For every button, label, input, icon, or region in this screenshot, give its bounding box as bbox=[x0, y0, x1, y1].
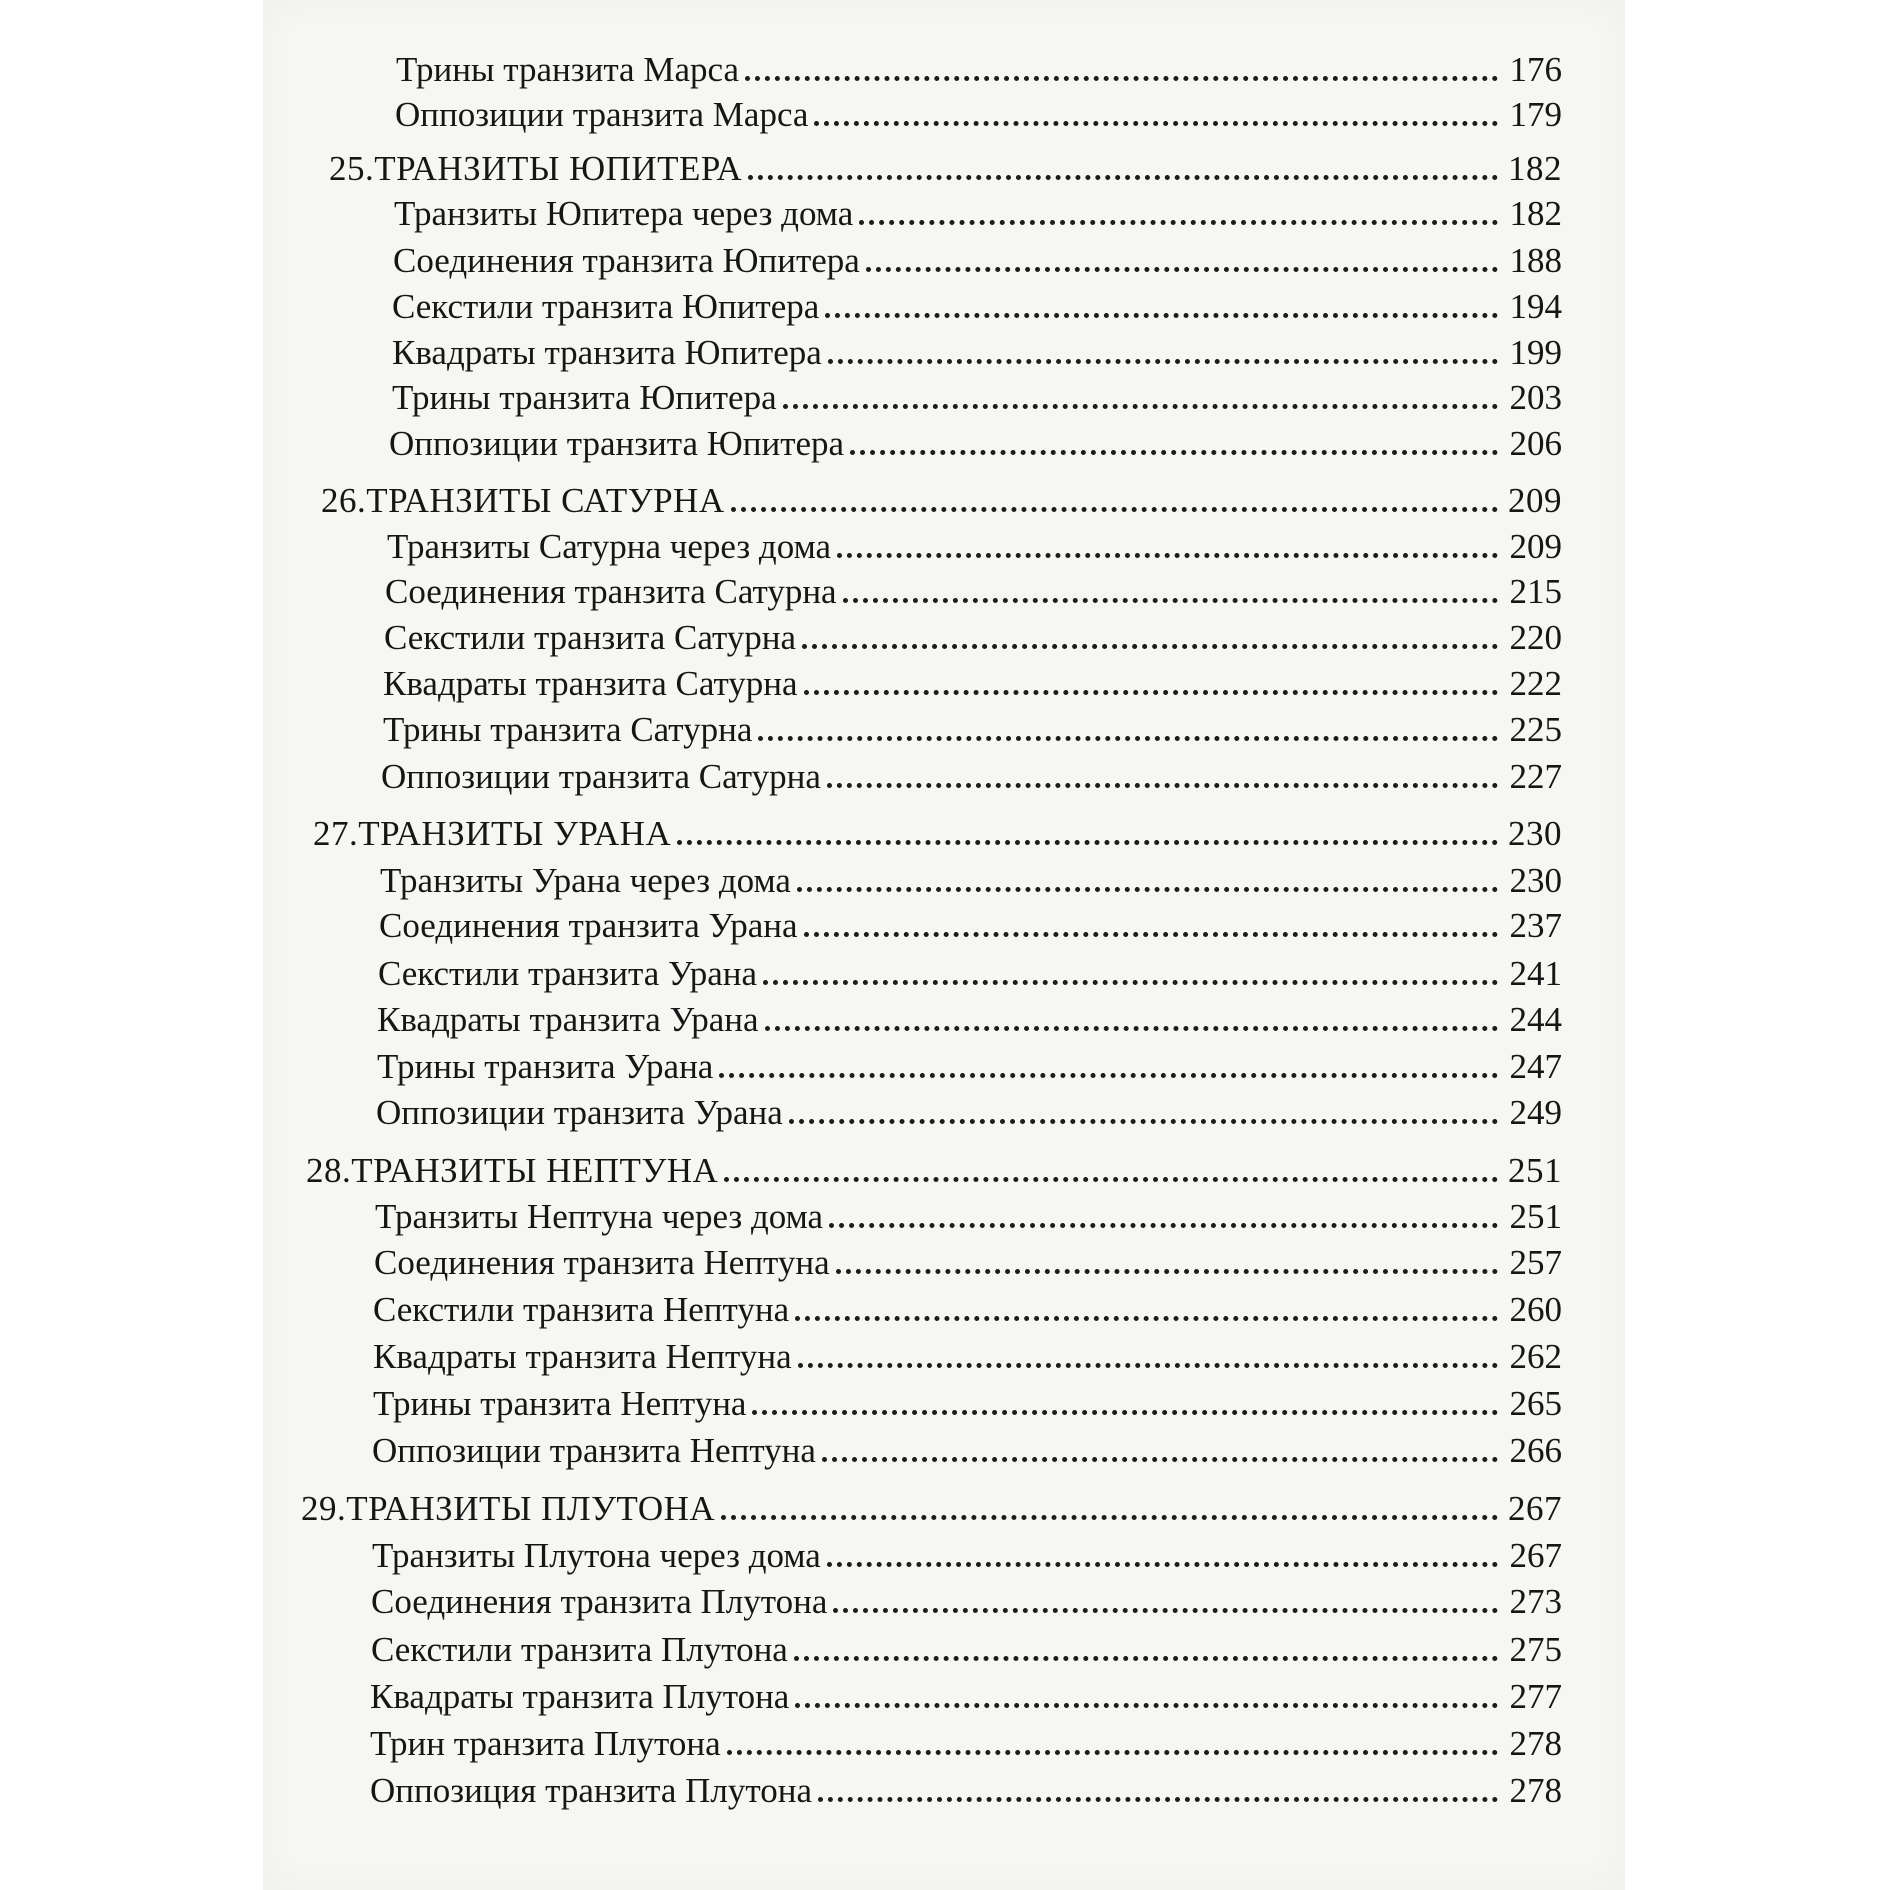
toc-page-number: 260 bbox=[1509, 1290, 1562, 1329]
toc-sub-entry bbox=[392, 285, 1562, 329]
dot-leader bbox=[837, 553, 1498, 558]
dot-leader bbox=[731, 507, 1498, 512]
toc-entry-title: Транзиты Юпитера через дома bbox=[394, 194, 854, 233]
toc-entry-title: Соединения транзита Сатурна bbox=[385, 572, 837, 611]
toc-page-number: 267 bbox=[1509, 1536, 1562, 1575]
toc-page-number: 278 bbox=[1509, 1771, 1562, 1810]
toc-entry-title: Секстили транзита Нептуна bbox=[373, 1290, 790, 1329]
dot-leader bbox=[843, 598, 1498, 603]
toc-page-number: 182 bbox=[1509, 194, 1562, 233]
dot-leader bbox=[727, 1750, 1498, 1755]
toc-entry-title: Секстили транзита Сатурна bbox=[384, 618, 797, 657]
toc-entry-title: Квадраты транзита Нептуна bbox=[373, 1337, 792, 1376]
dot-leader bbox=[763, 980, 1498, 985]
dot-leader bbox=[783, 404, 1498, 409]
toc-page-number: 220 bbox=[1509, 618, 1562, 657]
toc-page-number: 215 bbox=[1509, 572, 1562, 611]
toc-entry-title: Транзиты Урана через дома bbox=[380, 861, 791, 900]
toc-entry-title: Транзиты Сатурна через дома bbox=[387, 527, 832, 566]
dot-leader bbox=[798, 1363, 1498, 1368]
toc-sub-entry bbox=[385, 570, 1562, 614]
dot-leader bbox=[833, 1608, 1498, 1613]
dot-leader bbox=[748, 175, 1498, 180]
dot-leader bbox=[721, 1515, 1498, 1520]
toc-sub-entry bbox=[381, 755, 1562, 799]
dot-leader bbox=[797, 887, 1498, 892]
toc-page-number: 182 bbox=[1508, 149, 1562, 188]
toc-page-number: 206 bbox=[1509, 424, 1562, 463]
toc-sub-entry bbox=[375, 1195, 1562, 1239]
dot-leader bbox=[802, 644, 1498, 649]
dot-leader bbox=[866, 267, 1498, 272]
toc-sub-entry bbox=[370, 1722, 1562, 1766]
dot-leader bbox=[795, 1316, 1498, 1321]
toc-page-number: 273 bbox=[1509, 1582, 1562, 1621]
toc-entry-title: Транзиты Нептуна через дома bbox=[375, 1197, 824, 1236]
dot-leader bbox=[752, 1410, 1498, 1415]
dot-leader bbox=[765, 1026, 1499, 1031]
toc-page-number: 209 bbox=[1508, 481, 1562, 520]
toc-page-number: 199 bbox=[1509, 333, 1562, 372]
dot-leader bbox=[827, 783, 1498, 788]
toc-entry-title: Квадраты транзита Плутона bbox=[370, 1677, 790, 1716]
dot-leader bbox=[836, 1269, 1498, 1274]
toc-sub-entry bbox=[395, 93, 1562, 137]
dot-leader bbox=[850, 450, 1498, 455]
toc-page-number: 188 bbox=[1509, 241, 1562, 280]
toc-entry-title: Оппозиции транзита Нептуна bbox=[372, 1431, 816, 1470]
dot-leader bbox=[719, 1073, 1498, 1078]
toc-entry-title: Трины транзита Юпитера bbox=[392, 378, 777, 417]
dot-leader bbox=[677, 840, 1498, 845]
dot-leader bbox=[804, 690, 1498, 695]
toc-entry-title: 26.ТРАНЗИТЫ САТУРНА bbox=[321, 481, 725, 520]
toc-page-number: 251 bbox=[1508, 1151, 1562, 1190]
dot-leader bbox=[795, 1703, 1498, 1708]
toc-sub-entry bbox=[377, 1045, 1562, 1089]
toc-entry-title: Трины транзита Нептуна bbox=[373, 1384, 747, 1423]
dot-leader bbox=[818, 1797, 1498, 1802]
toc-sub-entry bbox=[373, 1288, 1562, 1332]
dot-leader bbox=[794, 1656, 1498, 1661]
toc-page-number: 267 bbox=[1508, 1489, 1562, 1528]
toc-page-number: 203 bbox=[1509, 378, 1562, 417]
toc-page-number: 237 bbox=[1509, 906, 1562, 945]
toc-page-number: 230 bbox=[1508, 814, 1562, 853]
toc-sub-entry bbox=[373, 1335, 1562, 1379]
dot-leader bbox=[758, 736, 1498, 741]
toc-sub-entry bbox=[392, 331, 1562, 375]
dot-leader bbox=[828, 359, 1498, 364]
toc-page-number: 241 bbox=[1509, 954, 1562, 993]
dot-leader bbox=[814, 121, 1498, 126]
toc-entry-title: Соединения транзита Нептуна bbox=[374, 1243, 830, 1282]
toc-chapter-entry bbox=[313, 812, 1562, 856]
toc-entry-title: 29.ТРАНЗИТЫ ПЛУТОНА bbox=[301, 1489, 716, 1528]
toc-chapter-entry bbox=[329, 147, 1562, 191]
toc-entry-title: Соединения транзита Урана bbox=[379, 906, 798, 945]
toc-page-number: 277 bbox=[1509, 1677, 1562, 1716]
toc-page-number: 227 bbox=[1509, 757, 1562, 796]
toc-sub-entry bbox=[377, 998, 1562, 1042]
toc-entry-title: Секстили транзита Урана bbox=[378, 954, 758, 993]
dot-leader bbox=[789, 1119, 1498, 1124]
toc-sub-entry bbox=[383, 708, 1562, 752]
toc-page-number: 209 bbox=[1509, 527, 1562, 566]
toc-sub-entry bbox=[387, 525, 1562, 569]
toc-page-number: 244 bbox=[1509, 1000, 1562, 1039]
toc-entry-title: Квадраты транзита Урана bbox=[377, 1000, 759, 1039]
toc-page-number: 278 bbox=[1509, 1724, 1562, 1763]
toc-entry-title: Трины транзита Марса bbox=[396, 50, 739, 89]
dot-leader bbox=[825, 313, 1498, 318]
toc-page-number: 230 bbox=[1509, 861, 1562, 900]
toc-page-number: 247 bbox=[1509, 1047, 1562, 1086]
toc-sub-entry bbox=[372, 1429, 1562, 1473]
toc-sub-entry bbox=[384, 616, 1562, 660]
toc-sub-entry bbox=[376, 1091, 1562, 1135]
toc-sub-entry bbox=[394, 192, 1562, 236]
toc-entry-title: Секстили транзита Плутона bbox=[371, 1630, 788, 1669]
toc-sub-entry bbox=[372, 1534, 1562, 1578]
toc-sub-entry bbox=[383, 662, 1562, 706]
toc-sub-entry bbox=[371, 1628, 1562, 1672]
toc-entry-title: Трины транзита Сатурна bbox=[383, 710, 753, 749]
toc-entry-title: 25.ТРАНЗИТЫ ЮПИТЕРА bbox=[329, 149, 743, 188]
toc-entry-title: Секстили транзита Юпитера bbox=[392, 287, 820, 326]
dot-leader bbox=[859, 220, 1498, 225]
toc-sub-entry bbox=[373, 1382, 1562, 1426]
toc-sub-entry bbox=[379, 904, 1562, 948]
toc-page-number: 176 bbox=[1509, 50, 1562, 89]
toc-entry-title: Соединения транзита Юпитера bbox=[393, 241, 860, 280]
dot-leader bbox=[829, 1223, 1498, 1228]
toc-sub-entry bbox=[396, 48, 1562, 92]
toc-chapter-entry bbox=[301, 1487, 1562, 1531]
toc-chapter-entry bbox=[306, 1149, 1562, 1193]
toc-sub-entry bbox=[370, 1769, 1562, 1813]
book-page bbox=[263, 0, 1625, 1890]
dot-leader bbox=[745, 76, 1498, 81]
toc-entry-title: 28.ТРАНЗИТЫ НЕПТУНА bbox=[306, 1151, 719, 1190]
toc-sub-entry bbox=[371, 1580, 1562, 1624]
toc-entry-title: Оппозиция транзита Плутона bbox=[370, 1771, 812, 1810]
toc-page-number: 249 bbox=[1509, 1093, 1562, 1132]
toc-page-number: 257 bbox=[1509, 1243, 1562, 1282]
dot-leader bbox=[827, 1562, 1498, 1567]
toc-sub-entry bbox=[374, 1241, 1562, 1285]
toc-sub-entry bbox=[380, 859, 1562, 903]
toc-page-number: 266 bbox=[1509, 1431, 1562, 1470]
dot-leader bbox=[724, 1177, 1498, 1182]
toc-entry-title: Трины транзита Урана bbox=[377, 1047, 714, 1086]
toc-entry-title: Оппозиции транзита Марса bbox=[395, 95, 809, 134]
toc-sub-entry bbox=[389, 422, 1562, 466]
toc-page-number: 265 bbox=[1509, 1384, 1562, 1423]
toc-chapter-entry bbox=[321, 479, 1562, 523]
table-of-contents bbox=[263, 0, 1625, 1890]
toc-page-number: 262 bbox=[1509, 1337, 1562, 1376]
toc-page-number: 194 bbox=[1509, 287, 1562, 326]
toc-sub-entry bbox=[370, 1675, 1562, 1719]
dot-leader bbox=[804, 932, 1498, 937]
toc-page-number: 251 bbox=[1509, 1197, 1562, 1236]
dot-leader bbox=[822, 1457, 1498, 1462]
toc-entry-title: Соединения транзита Плутона bbox=[371, 1582, 828, 1621]
toc-entry-title: Оппозиции транзита Урана bbox=[376, 1093, 783, 1132]
toc-page-number: 222 bbox=[1509, 664, 1562, 703]
toc-entry-title: 27.ТРАНЗИТЫ УРАНА bbox=[313, 814, 672, 853]
toc-page-number: 179 bbox=[1509, 95, 1562, 134]
toc-page-number: 225 bbox=[1509, 710, 1562, 749]
toc-sub-entry bbox=[392, 376, 1562, 420]
toc-entry-title: Оппозиции транзита Юпитера bbox=[389, 424, 845, 463]
toc-entry-title: Квадраты транзита Сатурна bbox=[383, 664, 798, 703]
toc-entry-title: Квадраты транзита Юпитера bbox=[392, 333, 822, 372]
toc-page-number: 275 bbox=[1509, 1630, 1562, 1669]
toc-entry-title: Транзиты Плутона через дома bbox=[372, 1536, 821, 1575]
toc-entry-title: Оппозиции транзита Сатурна bbox=[381, 757, 821, 796]
toc-sub-entry bbox=[378, 952, 1562, 996]
toc-sub-entry bbox=[393, 239, 1562, 283]
toc-entry-title: Трин транзита Плутона bbox=[370, 1724, 721, 1763]
